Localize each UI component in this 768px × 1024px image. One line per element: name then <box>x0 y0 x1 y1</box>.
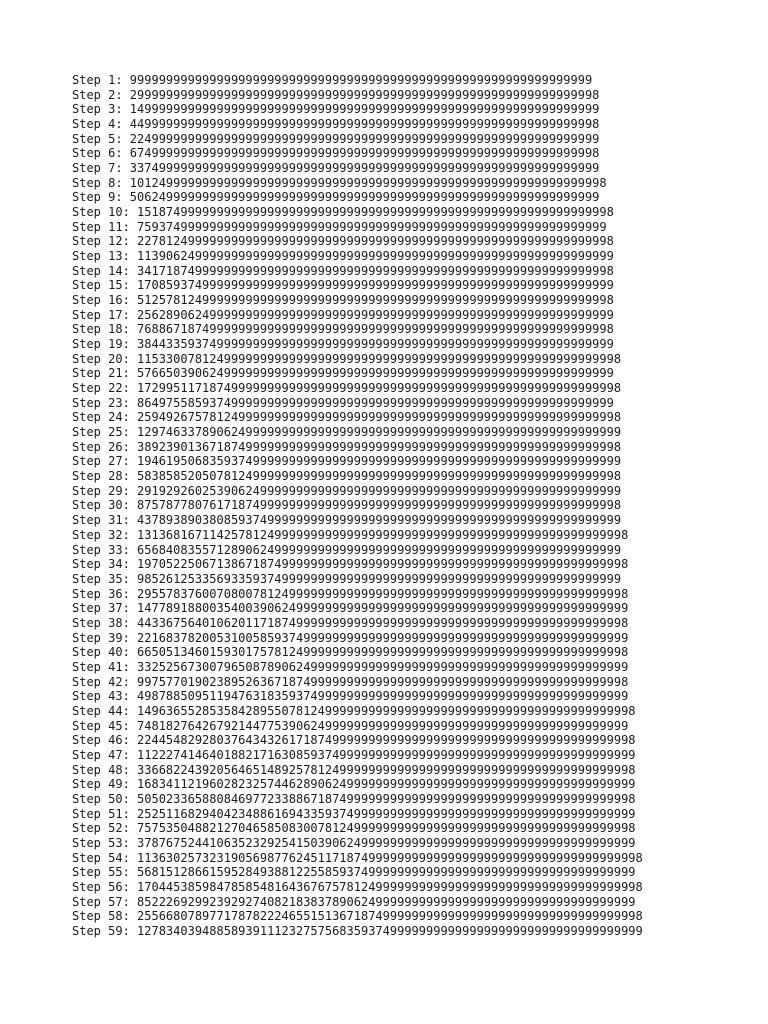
text-line: Step 25: 1297463378906249999999999999999999999999999999999999999999999999999 <box>72 425 622 440</box>
text-line: Step 36: 29557837600708007812499999999999999999999999999999999999999999999998 <box>72 586 629 601</box>
text-line: Step 59: 1278340394885893911123275756835937499999999999999999999999999999999999 <box>72 923 643 938</box>
text-line: Step 32: 13136816711425781249999999999999999999999999999999999999999999999998 <box>72 527 629 542</box>
text-line: Step 21: 576650390624999999999999999999999999999999999999999999999999999999 <box>72 366 614 381</box>
text-line: Step 51: 252511682940423488616943359374999999999999999999999999999999999999999 <box>72 806 636 821</box>
text-line: Step 46: 224454829280376434326171874999999999999999999999999999999999999999998 <box>72 733 636 748</box>
text-line: Step 5: 22499999999999999999999999999999999999999999999999999999999999999 <box>72 131 600 146</box>
text-line: Step 22: 1729951171874999999999999999999999999999999999999999999999999999998 <box>72 381 622 396</box>
text-line: Step 53: 378767524410635232925415039062499999999999999999999999999999999999999 <box>72 835 636 850</box>
text-line: Step 49: 168341121960282325744628906249999999999999999999999999999999999999999 <box>72 777 636 792</box>
text-line: Step 42: 99757701902389526367187499999999999999999999999999999999999999999998 <box>72 674 629 689</box>
text-line: Step 20: 1153300781249999999999999999999999999999999999999999999999999999998 <box>72 351 622 366</box>
text-line: Step 47: 112227414640188217163085937499999999999999999999999999999999999999999 <box>72 747 636 762</box>
text-line: Step 56: 1704453859847858548164367675781249999999999999999999999999999999999998 <box>72 879 643 894</box>
text-line: Step 50: 505023365880846977233886718749999999999999999999999999999999999999998 <box>72 791 636 806</box>
text-line: Step 15: 170859374999999999999999999999999999999999999999999999999999999999 <box>72 278 614 293</box>
text-line: Step 4: 44999999999999999999999999999999999999999999999999999999999999998 <box>72 117 600 132</box>
text-line: Step 14: 341718749999999999999999999999999999999999999999999999999999999998 <box>72 263 614 278</box>
text-line: Step 9: 50624999999999999999999999999999999999999999999999999999999999999 <box>72 190 600 205</box>
text-line: Step 31: 4378938903808593749999999999999999999999999999999999999999999999999 <box>72 513 622 528</box>
text-line: Step 39: 22168378200531005859374999999999999999999999999999999999999999999999 <box>72 630 629 645</box>
text-line: Step 54: 1136302573231905698776245117187499999999999999999999999999999999999998 <box>72 850 643 865</box>
text-line: Step 40: 66505134601593017578124999999999999999999999999999999999999999999998 <box>72 645 629 660</box>
text-line: Step 34: 19705225067138671874999999999999999999999999999999999999999999999998 <box>72 557 629 572</box>
text-line: Step 16: 512578124999999999999999999999999999999999999999999999999999999998 <box>72 293 614 308</box>
text-line: Step 8: 101249999999999999999999999999999999999999999999999999999999999998 <box>72 175 607 190</box>
text-line: Step 26: 3892390136718749999999999999999999999999999999999999999999999999998 <box>72 439 622 454</box>
text-line: Step 43: 49878850951194763183593749999999999999999999999999999999999999999999 <box>72 689 629 704</box>
text-line: Step 37: 14778918800354003906249999999999999999999999999999999999999999999999 <box>72 601 629 616</box>
text-line: Step 55: 568151286615952849388122558593749999999999999999999999999999999999999 <box>72 865 636 880</box>
text-line: Step 10: 151874999999999999999999999999999999999999999999999999999999999998 <box>72 205 614 220</box>
text-line: Step 38: 44336756401062011718749999999999999999999999999999999999999999999998 <box>72 615 629 630</box>
text-line: Step 13: 113906249999999999999999999999999999999999999999999999999999999999 <box>72 249 614 264</box>
text-line: Step 27: 1946195068359374999999999999999999999999999999999999999999999999999 <box>72 454 622 469</box>
text-line: Step 44: 149636552853584289550781249999999999999999999999999999999999999999998 <box>72 703 636 718</box>
text-line: Step 23: 864975585937499999999999999999999999999999999999999999999999999999 <box>72 395 614 410</box>
text-line: Step 57: 852226929923929274082183837890624999999999999999999999999999999999999 <box>72 894 636 909</box>
text-line: Step 33: 6568408355712890624999999999999999999999999999999999999999999999999 <box>72 542 622 557</box>
text-line: Step 58: 2556680789771787822246551513671874999999999999999999999999999999999998 <box>72 909 643 924</box>
text-line: Step 28: 5838585205078124999999999999999999999999999999999999999999999999998 <box>72 469 622 484</box>
text-line: Step 6: 67499999999999999999999999999999999999999999999999999999999999998 <box>72 146 600 161</box>
text-line: Step 18: 768867187499999999999999999999999999999999999999999999999999999998 <box>72 322 614 337</box>
text-line: Step 29: 2919292602539062499999999999999999999999999999999999999999999999999 <box>72 483 622 498</box>
text-line: Step 3: 14999999999999999999999999999999999999999999999999999999999999999 <box>72 102 600 117</box>
text-line: Step 35: 9852612533569335937499999999999999999999999999999999999999999999999 <box>72 571 622 586</box>
text-line: Step 7: 33749999999999999999999999999999999999999999999999999999999999999 <box>72 161 600 176</box>
text-line: Step 2: 29999999999999999999999999999999999999999999999999999999999999998 <box>72 87 600 102</box>
document-body <box>72 73 643 939</box>
text-line: Step 17: 256289062499999999999999999999999999999999999999999999999999999999 <box>72 307 614 322</box>
text-line: Step 48: 336682243920564651489257812499999999999999999999999999999999999999998 <box>72 762 636 777</box>
text-line: Step 24: 2594926757812499999999999999999999999999999999999999999999999999998 <box>72 410 622 425</box>
text-line: Step 41: 33252567300796508789062499999999999999999999999999999999999999999999 <box>72 659 629 674</box>
text-line: Step 52: 757535048821270465850830078124999999999999999999999999999999999999998 <box>72 821 636 836</box>
text-line: Step 30: 8757877807617187499999999999999999999999999999999999999999999999998 <box>72 498 622 513</box>
text-line: Step 45: 74818276426792144775390624999999999999999999999999999999999999999999 <box>72 718 629 733</box>
text-line: Step 12: 227812499999999999999999999999999999999999999999999999999999999998 <box>72 234 614 249</box>
text-line: Step 11: 75937499999999999999999999999999999999999999999999999999999999999 <box>72 219 607 234</box>
text-line: Step 1: 9999999999999999999999999999999999999999999999999999999999999999 <box>72 73 593 87</box>
text-line: Step 19: 384433593749999999999999999999999999999999999999999999999999999999 <box>72 337 614 352</box>
